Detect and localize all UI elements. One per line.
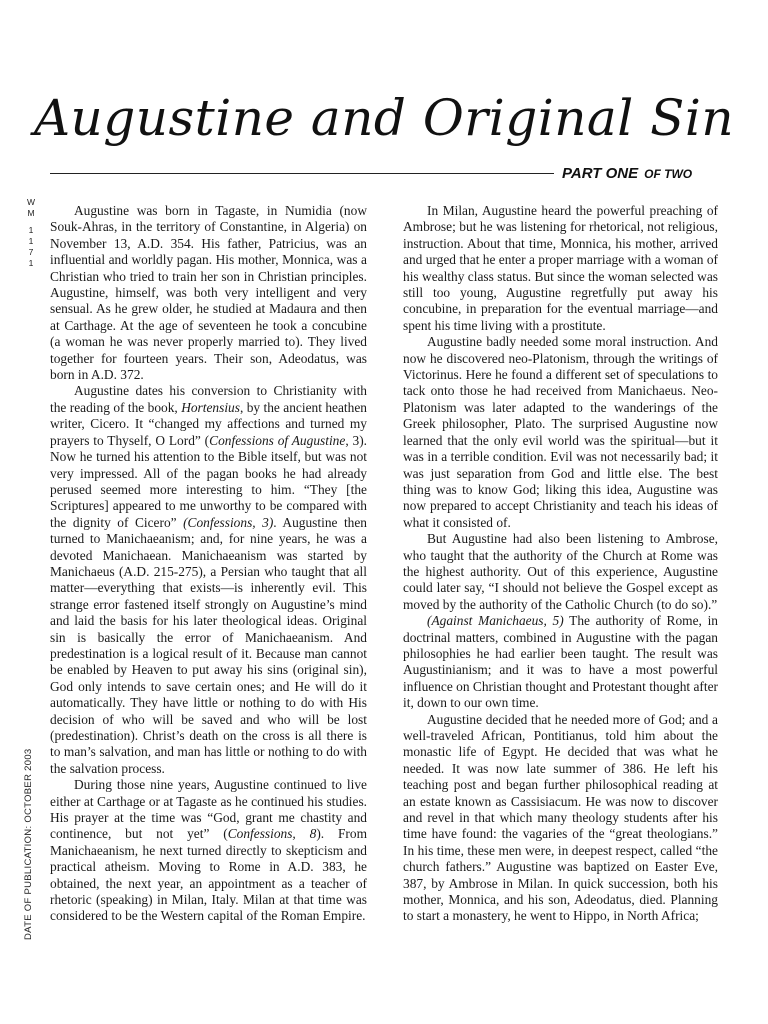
- paragraph: (Against Manichaeus, 5) The authority of Rome, in doctrinal matters, combined in Augustine with the pagan philosophies he had earlier been taught. The result was Augustinianism; and it was to have a most powerful influence on Christian thought and Protestant thought after it, down to our own time.: [403, 613, 718, 711]
- series-code-char: 1: [28, 225, 34, 235]
- paragraph: Augustine dates his conversion to Christianity with the reading of the book, Hortensius, by the ancient heathen writer, Cicero. It “changed my affections and turned my prayers to Thyself, O Lord” (Confessions of Augustine, 3). Now he turned his attention to the Bible itself, but was not very impressed. All of the pagan books he had already perused seemed more interesting to him. “They [the Scriptures] appeared to me unworthy to be compared with the dignity of Cicero” (Confessions, 3). Augustine then turned to Manichaeanism; and, for nine years, he was a devoted Manichaean. Manichaeanism was started by Manichaeus (A.D. 215-275), a Persian who taught that all matter—everything that exists—is inherently evil. This strange error fastened itself strongly on Augustine’s mind and laid the basis for his later theological ideas. Original sin is basically the error of Manichaeanism. And predestination is a logical result of it. Because man cannot be enabled by Heaven to put away his sins (original sin), God only intends to save certain ones; and He will do it automatically. They have little or nothing to do with His decision of who will be saved and who will be lost (predestination). Christ’s death on the cross is all there is to man’s salvation, and man has little or nothing to do with the salvation process.: [50, 383, 368, 776]
- series-code-char: 1: [28, 258, 34, 268]
- paragraph: In Milan, Augustine heard the powerful preaching of Ambrose; but he was listening for rhetorical, not religious, instruction. About that time, Monnica, his mother, arrived and urged that he enter a proper marriage with a woman of his wealthy class status. But since the woman selected was still too young, Augustine regretfully put away his concubine, in preparation for the eventual marriage—and spent his time living with a prostitute.: [403, 203, 718, 333]
- series-code-char: 7: [28, 247, 34, 257]
- series-code-char: 1: [28, 236, 34, 246]
- page-title: Augustine and Original Sin: [33, 89, 735, 147]
- header-rule: [50, 173, 554, 174]
- series-code-char: W: [26, 197, 36, 207]
- series-code-char: M: [27, 208, 35, 218]
- part-number: PART ONE: [562, 165, 639, 182]
- paragraph: Augustine badly needed some moral instruction. And now he discovered neo-Platonism, through the writings of Victorinus. Here he found a different set of speculations to tack onto those he had received from Manichaeus. Neo-Platonism was later adapted to the wanderings of the Greek philosopher, Plato. The surprised Augustine now learned that the only evil world was the spiritual—but it was in a terrible condition. Evil was not necessarily bad; it was just separation from God and little else. The best thing was to know God; liking this idea, Augustine was now prepared to accept Christianity and teach his ideas of what it consisted of.: [403, 334, 718, 530]
- right-column: [403, 203, 718, 925]
- series-code: [24, 197, 38, 269]
- paragraph: Augustine was born in Tagaste, in Numidia (now Souk-Ahras, in the territory of Constantine, in Algeria) on November 13, A.D. 354. His father, Patricius, was an influential and worldly pagan. His mother, Monnica, was a Christian who tried to train her son in Christian principles. Augustine, himself, was both very intelligent and very sensual. As he grew older, he studied at Madaura and then at Carthage. At the age of seventeen he took a concubine (a woman he was never properly married to). They lived together for fourteen years. Their son, Adeodatus, was born in A.D. 372.: [50, 203, 367, 383]
- paragraph: But Augustine had also been listening to Ambrose, who taught that the authority of the Church at Rome was the highest authority. Out of this experience, Augustine could later say, “I should not believe the Gospel except as moved by the authority of the Catholic Church (to do so).”: [403, 531, 718, 612]
- paragraph: Augustine decided that he needed more of God; and a well-traveled African, Pontitianus, told him about the monastic life of Egypt. He decided that was what he needed. It was now late summer of 386. He left his teaching post and began further philosophical reading at an estate known as Cassisiacum. He was now to discover and revel in that which many theology students after his time have found: the vagaries of the “great theologians.” In his time, these men were, in deepest respect, called “the church fathers.” Augustine was baptized on Easter Eve, 387, by Ambrose in Milan. In quick succession, both his mother, Monnica, and his son, Adeodatus, died. Planning to start a monastery, he went to Hippo, in North Africa;: [403, 711, 718, 924]
- paragraph: During those nine years, Augustine continued to live either at Carthage or at Tagaste as he continued his studies. His prayer at the time was “God, grant me chastity and continence, but not yet” (Confessions, 8). From Manichaeanism, he next turned directly to skepticism and practical atheism. Moving to Rome in A.D. 383, he obtained, the next year, an appointment as a teacher of rhetoric (speaking) in Milan, Italy. Milan at that time was considered to be the Western capital of the Roman Empire.: [50, 777, 367, 924]
- part-label: [562, 165, 722, 183]
- part-suffix: OF TWO: [644, 167, 693, 181]
- publication-date: DATE OF PUBLICATION: OCTOBER 2003: [23, 748, 34, 940]
- left-column: [50, 203, 367, 925]
